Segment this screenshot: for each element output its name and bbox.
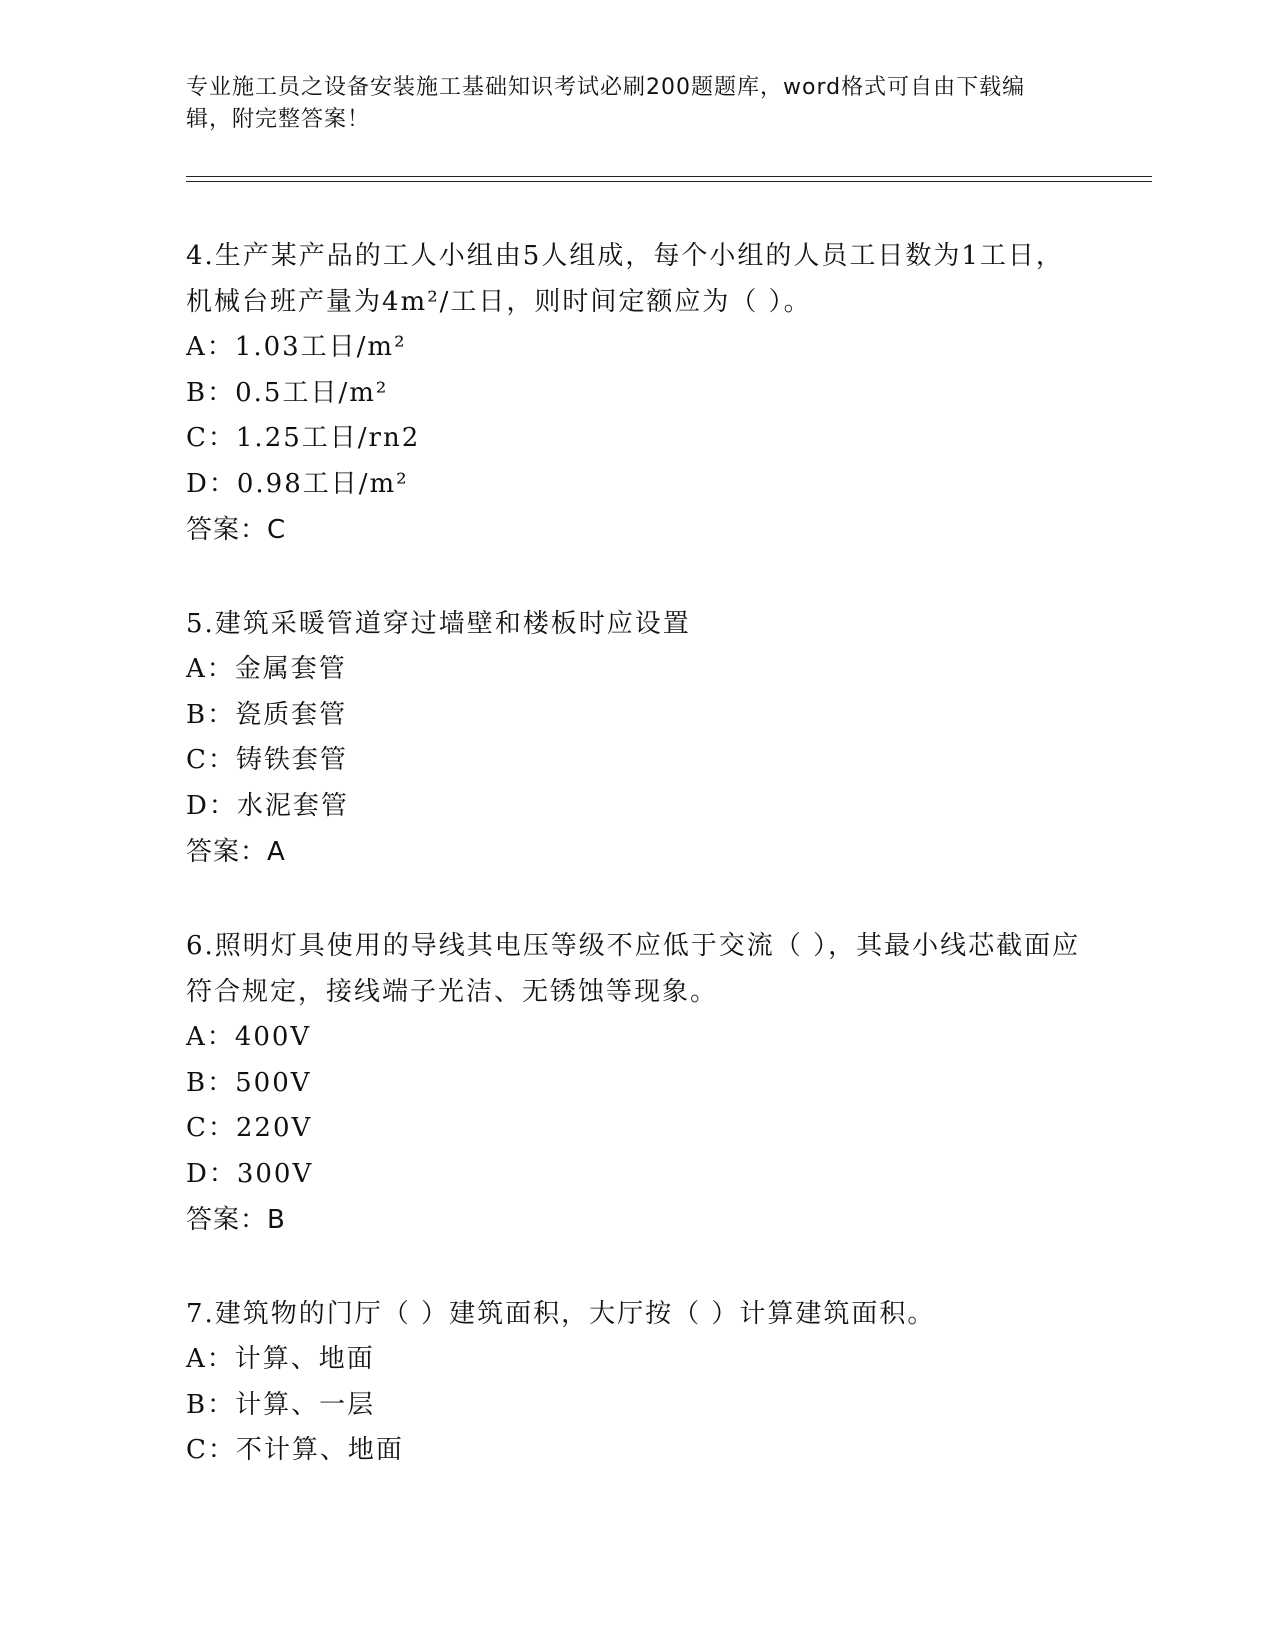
- question-6: [186, 923, 1086, 1243]
- question-list: [186, 233, 1086, 1522]
- option-a: A：计算、地面: [186, 1344, 375, 1374]
- option-c: C：铸铁套管: [186, 745, 348, 775]
- question-7: [186, 1291, 1086, 1474]
- question-text: 7.建筑物的门厅（ ）建筑面积，大厅按（ ）计算建筑面积。: [186, 1299, 936, 1329]
- answer: 答案：B: [186, 1205, 286, 1235]
- option-c: C：220V: [186, 1113, 313, 1143]
- question-text: 5.建筑采暖管道穿过墙壁和楼板时应设置: [186, 609, 691, 639]
- header-divider: [186, 176, 1152, 182]
- question-text: 4.生产某产品的工人小组由5人组成，每个小组的人员工日数为1工日，机械台班产量为4m²/工日，则时间定额应为（ ）。: [186, 241, 1064, 317]
- answer: 答案：C: [186, 515, 287, 545]
- option-a: A：400V: [186, 1022, 312, 1052]
- option-b: B：瓷质套管: [186, 699, 348, 730]
- answer: 答案：A: [186, 837, 286, 867]
- option-d: D：水泥套管: [186, 790, 349, 821]
- option-b: B：0.5工日/m²: [186, 377, 389, 408]
- question-text: 6.照明灯具使用的导线其电压等级不应低于交流（ ），其最小线芯截面应符合规定，接线端子光洁、无锈蚀等现象。: [186, 931, 1081, 1007]
- question-5: [186, 601, 1086, 875]
- document-header: 专业施工员之设备安装施工基础知识考试必刷200题题库，word格式可自由下载编辑，附完整答案！: [186, 75, 1026, 132]
- option-a: A：1.03工日/m²: [186, 332, 407, 362]
- option-d: D：0.98工日/m²: [186, 468, 409, 499]
- question-4: [186, 233, 1086, 553]
- option-b: B：计算、一层: [186, 1389, 376, 1420]
- option-c: C：1.25工日/rn2: [186, 423, 421, 453]
- option-a: A：金属套管: [186, 654, 347, 684]
- option-c: C：不计算、地面: [186, 1435, 404, 1465]
- option-b: B：500V: [186, 1067, 312, 1098]
- option-d: D：300V: [186, 1158, 314, 1189]
